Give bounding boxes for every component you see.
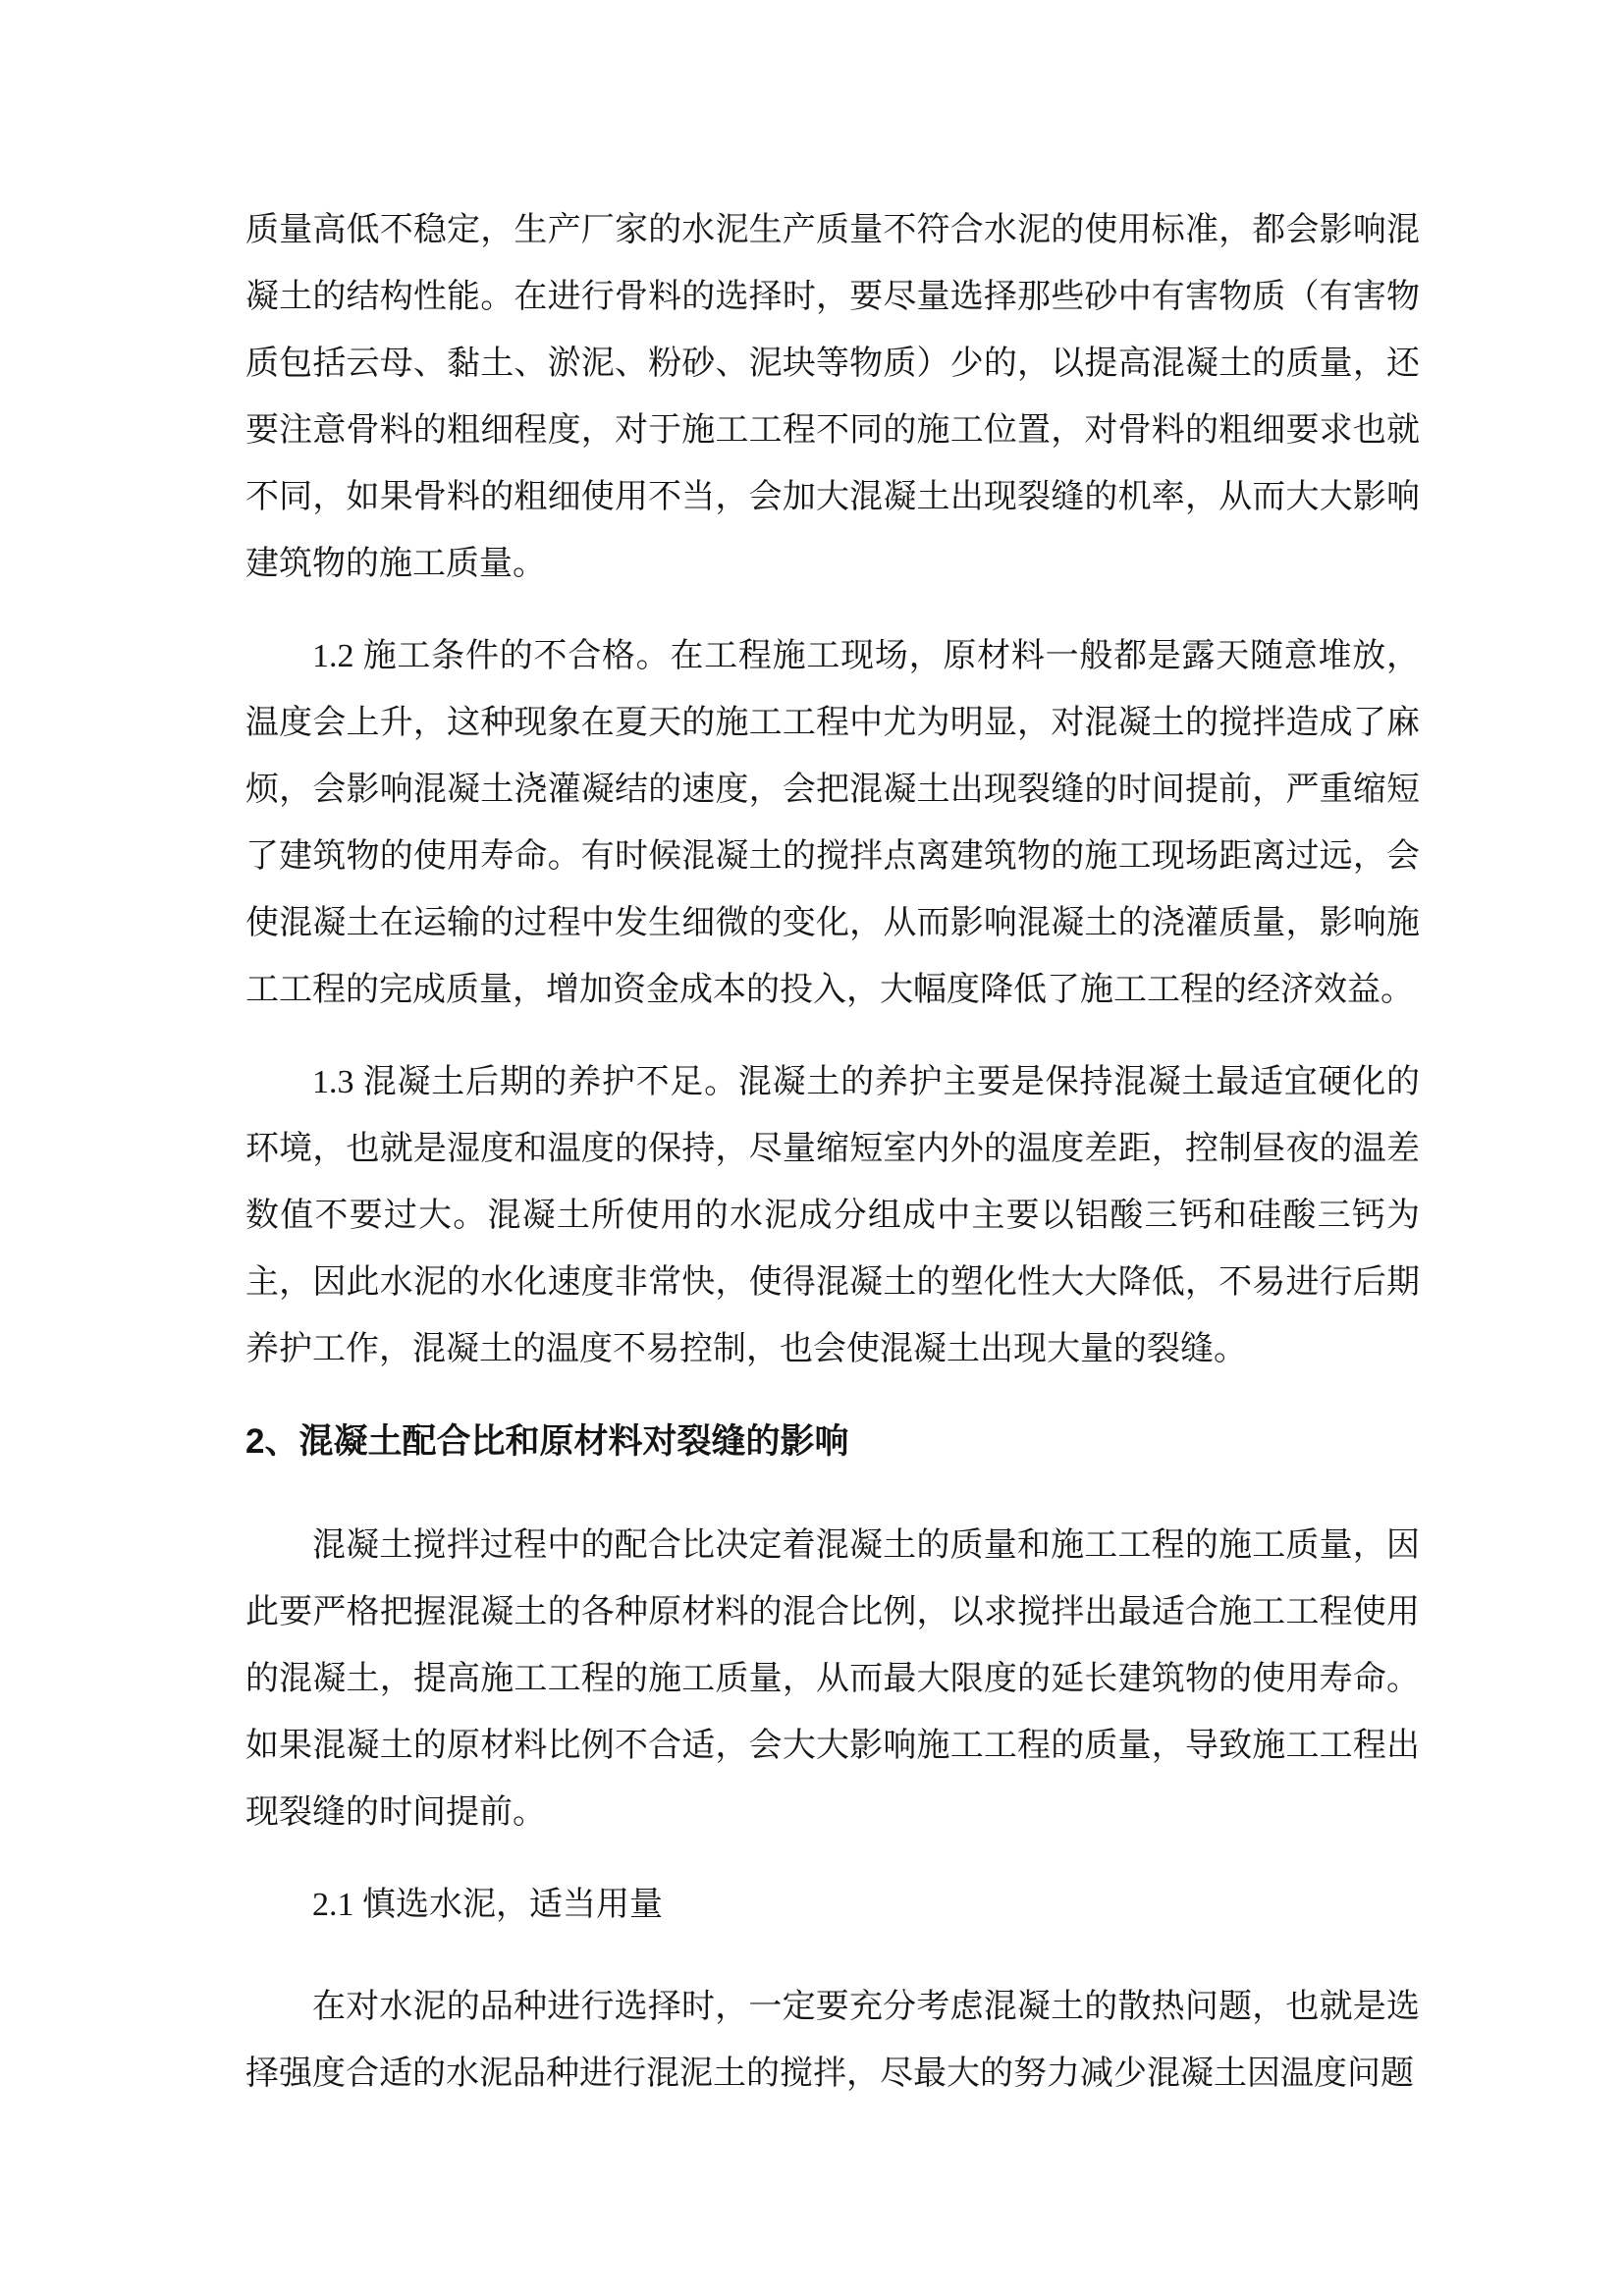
section-1-3-paragraph: 1.3 混凝土后期的养护不足。混凝土的养护主要是保持混凝土最适宜硬化的环境，也就是湿度和温度的保持，尽量缩短室内外的温度差距，控制昼夜的温差数值不要过大。混凝土所使用的水泥成分组成中主要以铝酸三钙和硅酸三钙为主，因此水泥的水化速度非常快，使得混凝土的塑化性大大降低，不易进行后期养护工作，混凝土的温度不易控制，也会使混凝土出现大量的裂缝。 [245, 1064, 1420, 1367]
section-1-2-paragraph: 1.2 施工条件的不合格。在工程施工现场，原材料一般都是露天随意堆放，温度会上升，这种现象在夏天的施工工程中尤为明显，对混凝土的搅拌造成了麻烦，会影响混凝土浇灌凝结的速度，会把混凝土出现裂缝的时间提前，严重缩短了建筑物的使用寿命。有时候混凝土的搅拌点离建筑物的施工现场距离过远，会使混凝土在运输的过程中发生细微的变化，从而影响混凝土的浇灌质量，影响施工工程的完成质量，增加资金成本的投入，大幅度降低了施工工程的经济效益。 [245, 638, 1420, 1008]
section-2-1-subheading: 2.1 慎选水泥，适当用量 [312, 1887, 663, 1923]
section-2-1-paragraph: 在对水泥的品种进行选择时，一定要充分考虑混凝土的散热问题，也就是选择强度合适的水泥品种进行混泥土的搅拌，尽最大的努力减少混凝土因温度问题 [245, 1989, 1420, 2092]
continuation-paragraph-aggregate-quality: 质量高低不稳定，生产厂家的水泥生产质量不符合水泥的使用标准，都会影响混凝土的结构性能。在进行骨料的选择时，要尽量选择那些砂中有害物质（有害物质包括云母、黏土、淤泥、粉砂、泥块等物质）少的，以提高混凝土的质量，还要注意骨料的粗细程度，对于施工工程不同的施工位置，对骨料的粗细要求也就不同，如果骨料的粗细使用不当，会加大混凝土出现裂缝的机率，从而大大影响建筑物的施工质量。 [245, 212, 1420, 582]
section-2-intro-paragraph: 混凝土搅拌过程中的配合比决定着混凝土的质量和施工工程的施工质量，因此要严格把握混凝土的各种原材料的混合比例，以求搅拌出最适合施工工程使用的混凝土，提高施工工程的施工质量，从而最大限度的延长建筑物的使用寿命。如果混凝土的原材料比例不合适，会大大影响施工工程的质量，导致施工工程出现裂缝的时间提前。 [245, 1527, 1420, 1831]
section-2-heading: 2、混凝土配合比和原材料对裂缝的影响 [245, 1422, 849, 1461]
